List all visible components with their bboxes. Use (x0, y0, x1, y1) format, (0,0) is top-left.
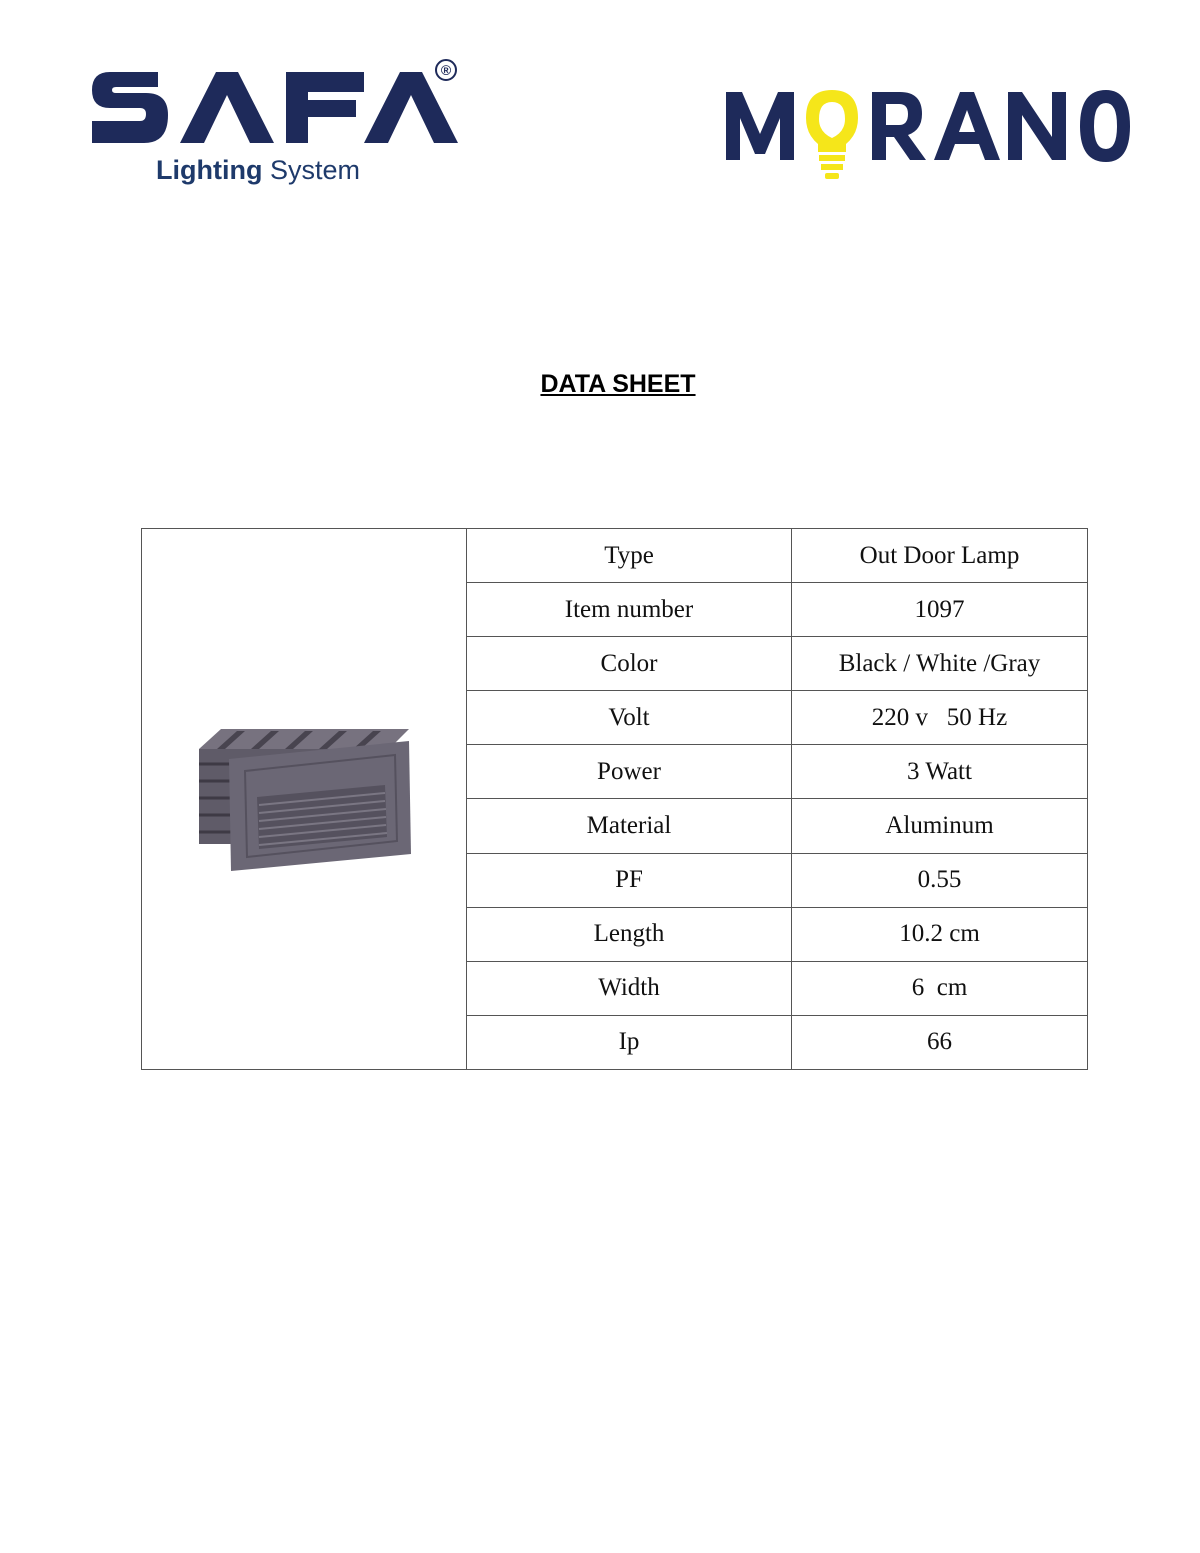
spec-value: Aluminum (792, 799, 1088, 853)
spec-value: 10.2 cm (792, 907, 1088, 961)
registered-mark: ® (440, 62, 452, 78)
spec-label: Material (467, 799, 792, 853)
spec-value: 3 Watt (792, 745, 1088, 799)
spec-table (141, 528, 1088, 1070)
spec-label: PF (467, 853, 792, 907)
page-title: DATA SHEET (540, 370, 696, 398)
table-row (142, 529, 1088, 583)
spec-value: 66 (792, 1015, 1088, 1069)
spec-value: 6 cm (792, 961, 1088, 1015)
spec-label: Item number (467, 583, 792, 637)
spec-value: 0.55 (792, 853, 1088, 907)
outdoor-step-lamp-icon (189, 719, 419, 879)
spec-value: Out Door Lamp (792, 529, 1088, 583)
spec-label: Length (467, 907, 792, 961)
product-image-cell (142, 529, 467, 1070)
safa-logo (88, 55, 468, 195)
spec-label: Width (467, 961, 792, 1015)
bulb-icon (806, 90, 858, 179)
spec-label: Type (467, 529, 792, 583)
spec-label: Color (467, 637, 792, 691)
spec-label: Power (467, 745, 792, 799)
spec-value: 1097 (792, 583, 1088, 637)
spec-label: Ip (467, 1015, 792, 1069)
morano-logo (722, 82, 1132, 192)
spec-value: Black / White /Gray (792, 637, 1088, 691)
spec-value: 220 v 50 Hz (792, 691, 1088, 745)
spec-label: Volt (467, 691, 792, 745)
safa-subtitle: Lighting System (156, 155, 360, 185)
